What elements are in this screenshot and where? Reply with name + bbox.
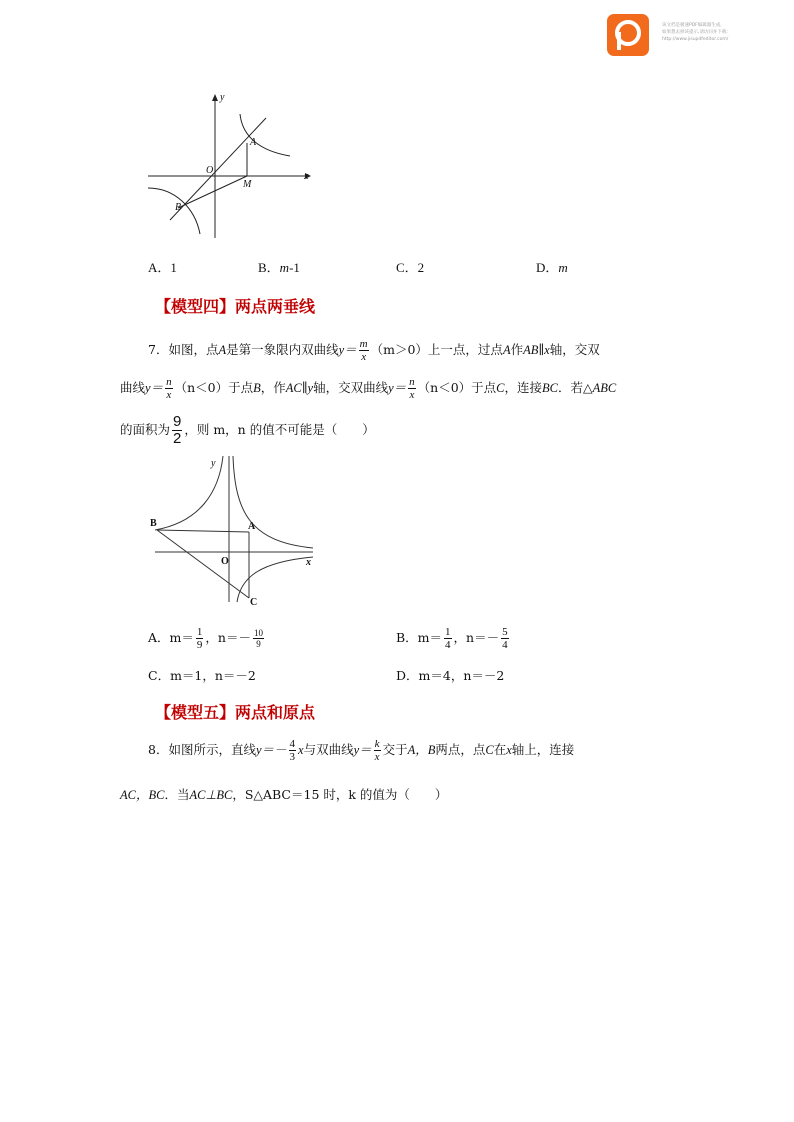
label-A: A [250,137,257,148]
watermark-note: 该文档是极速PDF编辑器生成, 如果想去掉该提示,请访问并下载: http://www.jisupdfeditor.com/ [662,23,729,42]
label-y: y [211,458,216,469]
figure-q7 [145,452,325,612]
label-x: x [304,171,309,182]
pdf-editor-logo [607,14,649,56]
hyperbola-branch-q3 [148,188,200,234]
q6-choice-a: A．1 [148,260,177,275]
q6-choice-d: D．m [536,260,568,275]
label-M: M [243,179,252,190]
label-B: B [150,518,157,529]
q8-line2: AC，BC．当AC⊥BC，S△ABC＝15 时，k 的值为（ ） [120,787,448,802]
segment-BC [157,530,249,598]
q7-line1: 7．如图，点A是第一象限内双曲线y＝ $\frac{m}{x}$ （m＞0）上一点，过点A作AB∥x轴，交双 [148,338,600,363]
label-B: B [175,202,182,213]
q8-line1: 8．如图所示，直线y＝－ $\frac{4}{3}$ x与双曲线y＝ $\frac{k}{x}$ 交于A，B两点，点C在x轴上，连接 [148,738,575,763]
logo-p-icon [607,14,649,56]
segment-AB [157,530,249,532]
hyperbola-m-q1 [233,456,313,548]
q7-line3: 的面积为 $\frac{9}{2}$ ，则 m，n 的值不可能是（ ） [120,413,375,447]
section-heading-model5: 【模型五】两点和原点 [155,703,316,722]
q7-line2: 曲线y＝ $\frac{n}{x}$ （n＜0）于点B，作AC∥y轴，交双曲线y＝ $\frac{n}{x}$ （n＜0）于点C，连接BC．若△ABC [120,376,617,401]
label-y: y [220,92,225,103]
q7-choice-c: C．m＝1，n＝－2 [148,668,256,683]
q6-choice-c: C．2 [396,260,425,275]
label-x: x [306,557,311,568]
figure-q6 [140,88,320,248]
q6-choice-b: B．m-1 [258,260,300,275]
y-axis-arrow [212,94,218,101]
segment-BM [178,176,247,208]
q7-choice-a: A．m＝ $\frac{1}{9}$ ，n＝－ $\frac{10}{9}$ [148,626,263,651]
hyperbola-n-q4 [237,557,313,602]
label-A: A [248,521,256,532]
label-C: C [250,597,258,608]
section-heading-model4: 【模型四】两点两垂线 [155,297,316,316]
label-O: O [206,165,214,176]
q7-choice-d: D．m＝4，n＝－2 [396,668,505,683]
label-O: O [221,556,229,567]
q7-choice-b: B．m＝ $\frac{1}{4}$ ，n＝－ $\frac{5}{4}$ [396,626,508,651]
